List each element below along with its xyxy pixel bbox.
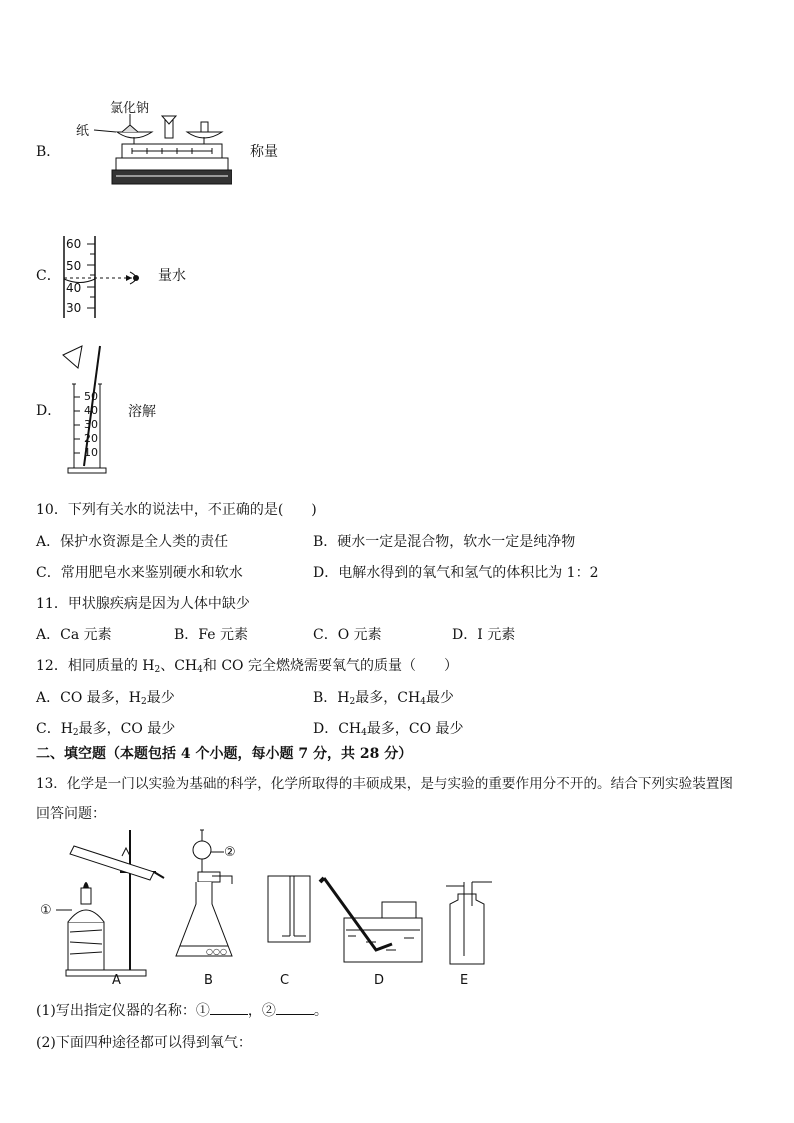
q10-stem: 10．下列有关水的说法中，不正确的是( ) [36,502,317,518]
q12-option-c: C．$H_2$最多，CO 最少 [36,721,176,738]
tick-d-50: 50 [84,390,98,403]
paper-label: 纸 [76,124,90,139]
apparatus-label-d: D [374,973,385,988]
q13-sub1: (1)写出指定仪器的名称：① ，② 。 [36,1003,328,1019]
apparatus-label-c: C [280,973,290,988]
option-c-caption: 量水 [158,268,186,284]
apparatus-a [40,830,164,988]
apparatus-e [446,882,492,988]
dissolving-cylinder-figure [60,340,120,476]
marker-1: ① [40,903,52,918]
salt-label: 氯化钠 [110,101,150,116]
q12-option-a: A．CO 最多，$H_2$最少 [36,690,175,707]
svg-text:○○○: ○○○ [206,947,227,956]
tick-30: 30 [66,301,82,315]
q11-option-b: B．Fe 元素 [174,627,248,643]
q12-option-b: B．$H_2$最多，$CH_4$最少 [313,690,454,707]
q10-option-b: B．硬水一定是混合物，软水一定是纯净物 [313,534,576,550]
answer-blank-2[interactable] [276,1002,314,1015]
q12-stem: 12．相同质量的 $H_2$、$CH_4$和 CO 完全燃烧需要氧气的质量（ ） [36,658,458,675]
q11-option-c: C．O 元素 [313,627,382,643]
apparatus-label-e: E [460,973,469,988]
tick-d-20: 20 [84,432,98,445]
tick-d-40: 40 [84,404,98,417]
tick-50: 50 [66,259,82,273]
q13-stem-line2: 回答问题： [36,806,106,822]
option-d-caption: 溶解 [128,404,156,420]
q10-option-c: C．常用肥皂水来鉴别硬水和软水 [36,565,243,581]
marker-2: ② [224,845,236,860]
balance-figure [72,92,232,192]
q10-option-d: D．电解水得到的氧气和氢气的体积比为 1：2 [313,565,599,581]
apparatus-figure [36,826,506,991]
tick-d-30: 30 [84,418,98,431]
graduated-cylinder-reading [60,234,160,320]
q11-option-d: D．I 元素 [452,627,516,643]
apparatus-label-a: A [112,973,121,988]
q13-sub2: (2)下面四种途径都可以得到氧气： [36,1035,252,1051]
apparatus-b [176,830,236,988]
apparatus-label-b: B [204,973,213,988]
q13-stem-line1: 13．化学是一门以实验为基础的科学，化学所取得的丰硕成果，是与实验的重要作用分不开的。结合下列实验装置图 [36,776,733,792]
answer-blank-1[interactable] [210,1002,248,1015]
apparatus-c [268,876,310,988]
q11-stem: 11．甲状腺疾病是因为人体中缺少 [36,596,250,612]
option-b-caption: 称量 [250,144,278,160]
tick-40: 40 [66,281,82,295]
q12-option-d: D．$CH_4$最多，CO 最少 [313,721,464,738]
tick-60: 60 [66,237,82,251]
option-b-letter: B． [36,144,61,160]
option-d-letter: D． [36,403,62,419]
tick-d-10: 10 [84,446,98,459]
section2-heading: 二、填空题（本题包括 4 个小题，每小题 7 分，共 28 分） [36,746,413,762]
apparatus-d [320,878,422,988]
q11-option-a: A．Ca 元素 [36,627,112,643]
option-c-letter: C． [36,268,61,284]
q10-option-a: A．保护水资源是全人类的责任 [36,534,229,550]
